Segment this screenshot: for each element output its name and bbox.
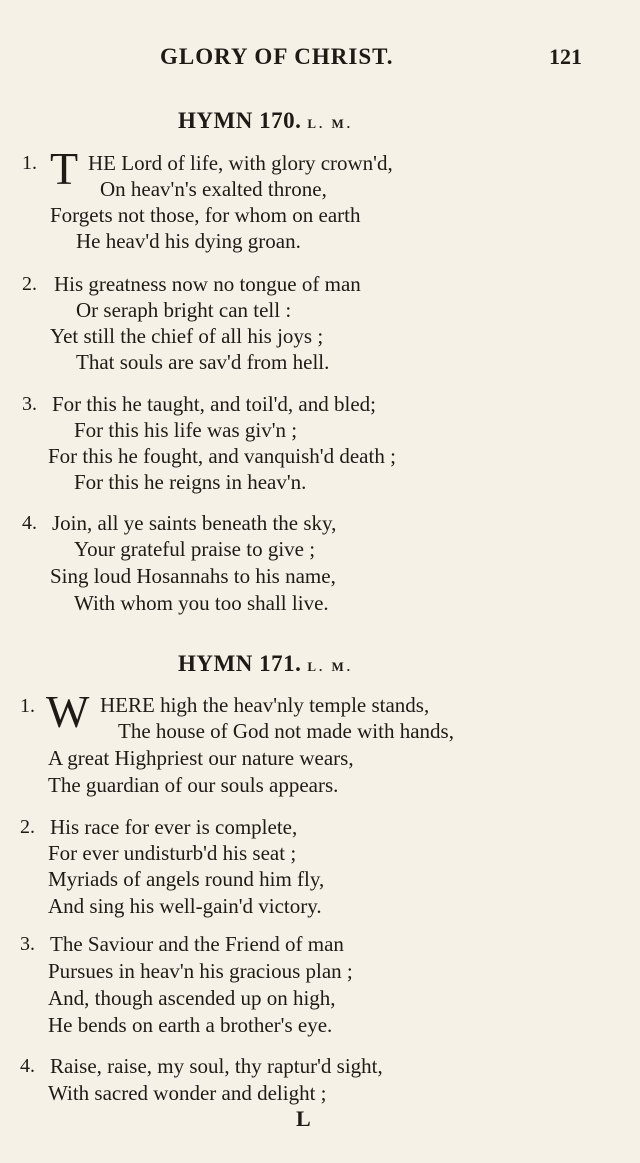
verse-line: For ever undisturb'd his seat ;	[48, 841, 297, 865]
verse-line: That souls are sav'd from hell.	[76, 350, 330, 374]
verse-line: With whom you too shall live.	[74, 591, 329, 615]
stanza-number: 4.	[22, 512, 37, 534]
hymn-meter: L. M.	[307, 116, 354, 131]
verse-line: On heav'n's exalted throne,	[100, 177, 327, 201]
verse-line: And, though ascended up on high,	[48, 986, 336, 1010]
verse-line: Raise, raise, my soul, thy raptur'd sight,	[50, 1054, 383, 1078]
hymn-171-title	[178, 651, 353, 677]
verse-line: Sing loud Hosannahs to his name,	[50, 564, 336, 588]
stanza-number: 2.	[20, 816, 35, 838]
verse-line: He bends on earth a brother's eye.	[48, 1013, 333, 1037]
hymn-meter: L. M.	[307, 659, 354, 674]
verse-line: For this his life was giv'n ;	[74, 418, 298, 442]
signature-mark: L	[296, 1106, 311, 1131]
verse-line: HE Lord of life, with glory crown'd,	[88, 151, 393, 175]
hymn-170-title	[178, 108, 353, 134]
verse-line: Yet still the chief of all his joys ;	[50, 324, 324, 348]
verse-line: A great Highpriest our nature wears,	[48, 746, 354, 770]
stanza-number: 2.	[22, 273, 37, 295]
stanza-number: 1.	[22, 152, 37, 174]
verse-line: Join, all ye saints beneath the sky,	[52, 511, 337, 535]
verse-line: Or seraph bright can tell :	[76, 298, 292, 322]
verse-line: His greatness now no tongue of man	[54, 272, 361, 296]
verse-line: His race for ever is complete,	[50, 815, 298, 839]
verse-line: Pursues in heav'n his gracious plan ;	[48, 959, 353, 983]
drop-cap: T	[50, 143, 79, 194]
verse-line: For this he fought, and vanquish'd death ;	[48, 444, 396, 468]
stanza-number: 3.	[22, 393, 37, 415]
stanza-number: 1.	[20, 695, 35, 717]
verse-line: With sacred wonder and delight ;	[48, 1081, 327, 1105]
hymn-number: HYMN 171.	[178, 651, 302, 676]
verse-line: Myriads of angels round him fly,	[48, 867, 325, 891]
hymn-number: HYMN 170.	[178, 108, 302, 133]
verse-line: For this he taught, and toil'd, and bled;	[52, 392, 376, 416]
verse-line: The house of God not made with hands,	[118, 719, 454, 743]
verse-line: The Saviour and the Friend of man	[50, 932, 344, 956]
verse-line: And sing his well-gain'd victory.	[48, 894, 322, 918]
page-number: 121	[549, 44, 582, 69]
stanza-number: 3.	[20, 933, 35, 955]
verse-line: HERE high the heav'nly temple stands,	[100, 693, 430, 717]
verse-line: Your grateful praise to give ;	[74, 537, 316, 561]
drop-cap: W	[46, 686, 90, 737]
verse-line: Forgets not those, for whom on earth	[50, 203, 361, 227]
running-head: GLORY OF CHRIST.	[160, 44, 394, 69]
verse-line: For this he reigns in heav'n.	[74, 470, 307, 494]
verse-line: He heav'd his dying groan.	[76, 229, 301, 253]
verse-line: The guardian of our souls appears.	[48, 773, 339, 797]
stanza-number: 4.	[20, 1055, 35, 1077]
